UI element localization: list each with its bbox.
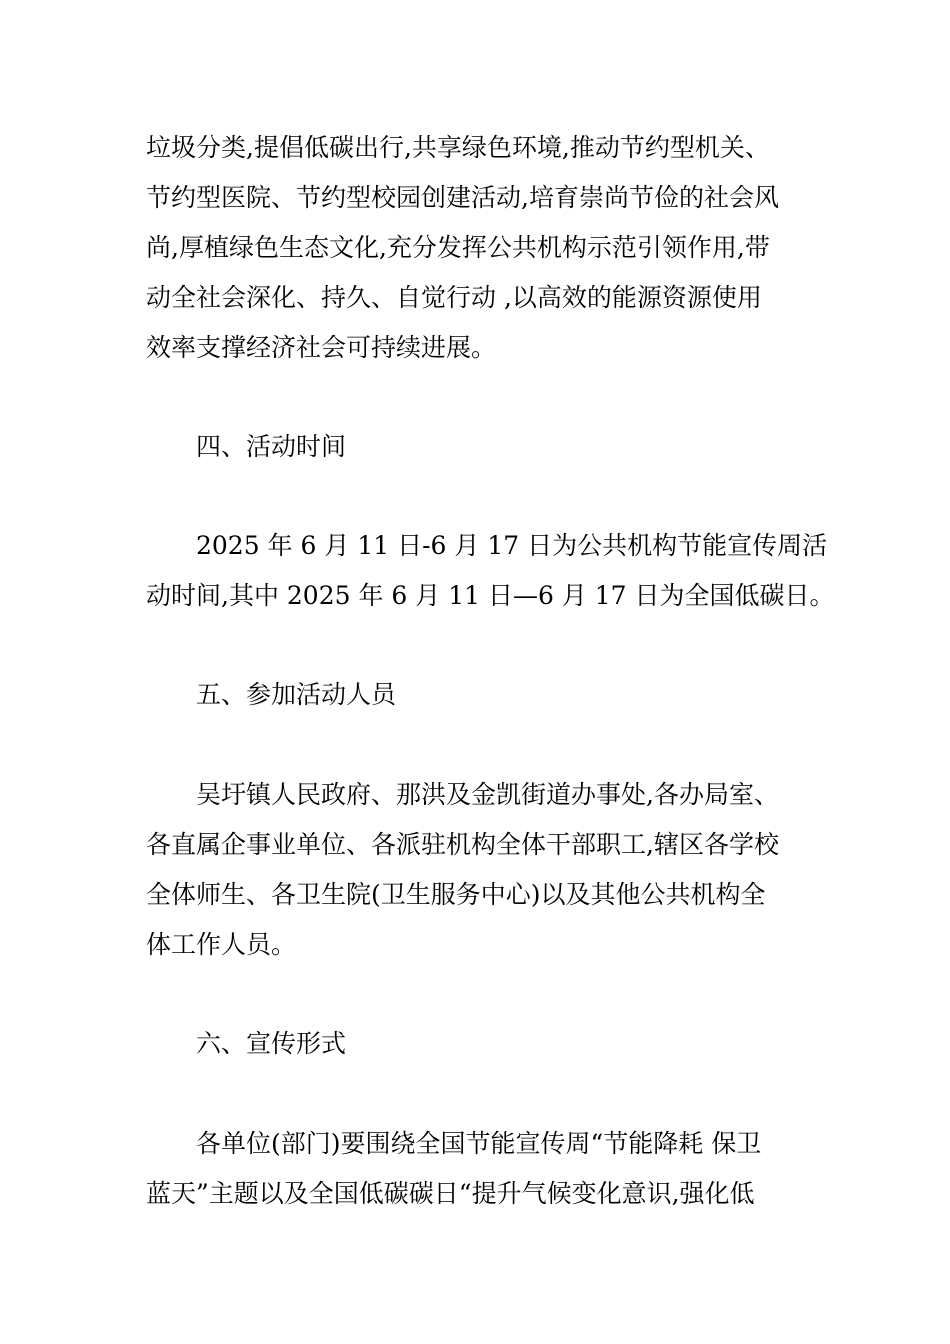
text-line: 2025 年 6 月 11 日-6 月 17 日为公共机构节能宣传周活 <box>196 531 828 560</box>
text-line: 尚,厚植绿色生态文化,充分发挥公共机构示范引领作用,带 <box>146 233 770 262</box>
text-line: 节约型医院、节约型校园创建活动,培育崇尚节俭的社会风 <box>146 183 779 212</box>
text-line: 全体师生、各卫生院(卫生服务中心)以及其他公共机构全 <box>146 880 766 909</box>
section-heading: 五、参加活动人员 <box>196 680 397 709</box>
text-line: 体工作人员。 <box>146 930 297 959</box>
text-line: 蓝天”主题以及全国低碳碳日“提升气候变化意识,强化低 <box>146 1179 755 1208</box>
text-line: 垃圾分类,提倡低碳出行,共享绿色环境,推动节约型机关、 <box>146 133 770 162</box>
text-line: 吴圩镇人民政府、那洪及金凯街道办事处,各办局室、 <box>196 780 779 809</box>
text-line: 各单位(部门)要围绕全国节能宣传周“节能降耗 保卫 <box>196 1129 762 1158</box>
text-line: 动时间,其中 2025 年 6 月 11 日—6 月 17 日为全国低碳日。 <box>146 581 835 610</box>
section-heading: 六、宣传形式 <box>196 1029 347 1058</box>
text-line: 各直属企事业单位、各派驻机构全体干部职工,辖区各学校 <box>146 830 779 859</box>
section-heading: 四、活动时间 <box>196 432 347 461</box>
text-line: 动全社会深化、持久、自觉行动 ,以高效的能源资源使用 <box>146 283 762 312</box>
text-line: 效率支撑经济社会可持续进展。 <box>146 333 497 362</box>
